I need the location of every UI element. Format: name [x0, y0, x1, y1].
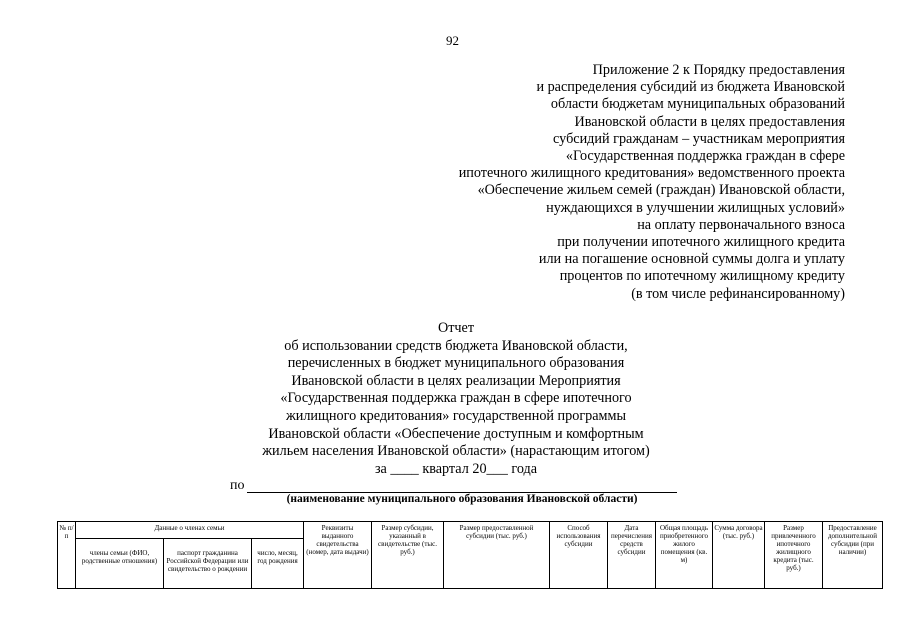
- appendix-header: [459, 62, 845, 303]
- appendix-line: нуждающихся в улучшении жилищных условий»: [546, 199, 845, 216]
- header-contract-sum: Сумма договора (тыс. руб.): [713, 522, 765, 589]
- po-label: по: [230, 478, 245, 493]
- report-title-line: «Государственная поддержка граждан в сфере ипотечного: [280, 390, 632, 407]
- header-transfer-date: Дата перечисления средств субсидии: [608, 522, 656, 589]
- report-title: [150, 320, 762, 478]
- appendix-line: (в том числе рефинансированному): [631, 285, 845, 302]
- municipality-caption: (наименование муниципального образования Ивановской области): [286, 493, 638, 505]
- appendix-line: «Обеспечение жильем семей (граждан) Ивановской области,: [477, 182, 845, 199]
- header-certificate-details: Реквизиты выданного свидетельства (номер, дата выдачи): [304, 522, 372, 589]
- report-title-line: жильем населения Ивановской области» (нарастающим итогом): [262, 443, 650, 460]
- report-title-line: Ивановской области «Обеспечение доступным и комфортным: [268, 425, 644, 442]
- page-number: 92: [446, 33, 459, 48]
- header-additional-subsidy: Предоставление дополнительной субсидии (при наличии): [823, 522, 883, 589]
- appendix-line: Ивановской области в целях предоставления: [574, 113, 845, 130]
- appendix-line: ипотечного жилищного кредитования» ведомственного проекта: [458, 165, 845, 182]
- header-credit-size: Размер привлеченного ипотечного жилищного кредита (тыс. руб.): [765, 522, 823, 589]
- header-subsidy-in-certificate: Размер субсидии, указанный в свидетельстве (тыс. руб.): [372, 522, 444, 589]
- appendix-line: или на погашение основной суммы долга и уплату: [538, 251, 845, 268]
- appendix-line: процентов по ипотечному жилищному кредиту: [559, 268, 845, 285]
- appendix-line: «Государственная поддержка граждан в сфере: [565, 148, 845, 165]
- header-usage-method: Способ использования субсидии: [550, 522, 608, 589]
- appendix-line: Приложение 2 к Порядку предоставления: [592, 62, 845, 78]
- appendix-line: области бюджетам муниципальных образований: [550, 96, 845, 113]
- appendix-line: субсидий гражданам – участникам мероприятия: [553, 130, 845, 147]
- header-passport: паспорт гражданина Российской Федерации или свидетельство о рождении: [164, 539, 252, 589]
- report-title-line: перечисленных в бюджет муниципального образования: [287, 355, 625, 372]
- appendix-line: и распределения субсидий из бюджета Ивановской: [536, 79, 845, 96]
- appendix-line: на оплату первоначального взноса: [637, 216, 845, 233]
- header-total-area: Общая площадь приобретенного жилого помещения (кв. м): [656, 522, 713, 589]
- header-birth-date: число, месяц, год рождения: [252, 539, 304, 589]
- header-family-group: Данные о членах семьи: [76, 522, 304, 539]
- header-family-members: члены семьи (ФИО, родственные отношения): [76, 539, 164, 589]
- report-table: [57, 521, 883, 589]
- report-title-line: об использовании средств бюджета Ивановской области,: [284, 337, 628, 354]
- report-title-line: Ивановской области в целях реализации Мероприятия: [291, 372, 621, 389]
- header-subsidy-provided: Размер предоставленной субсидии (тыс. руб.): [444, 522, 550, 589]
- report-period-line: за ____ квартал 20___ года: [374, 460, 538, 477]
- appendix-line: при получении ипотечного жилищного кредита: [557, 234, 845, 251]
- report-title-line: жилищного кредитования» государственной программы: [285, 407, 627, 424]
- report-title-line: Отчет: [437, 320, 475, 336]
- header-number: № п/п: [58, 522, 76, 589]
